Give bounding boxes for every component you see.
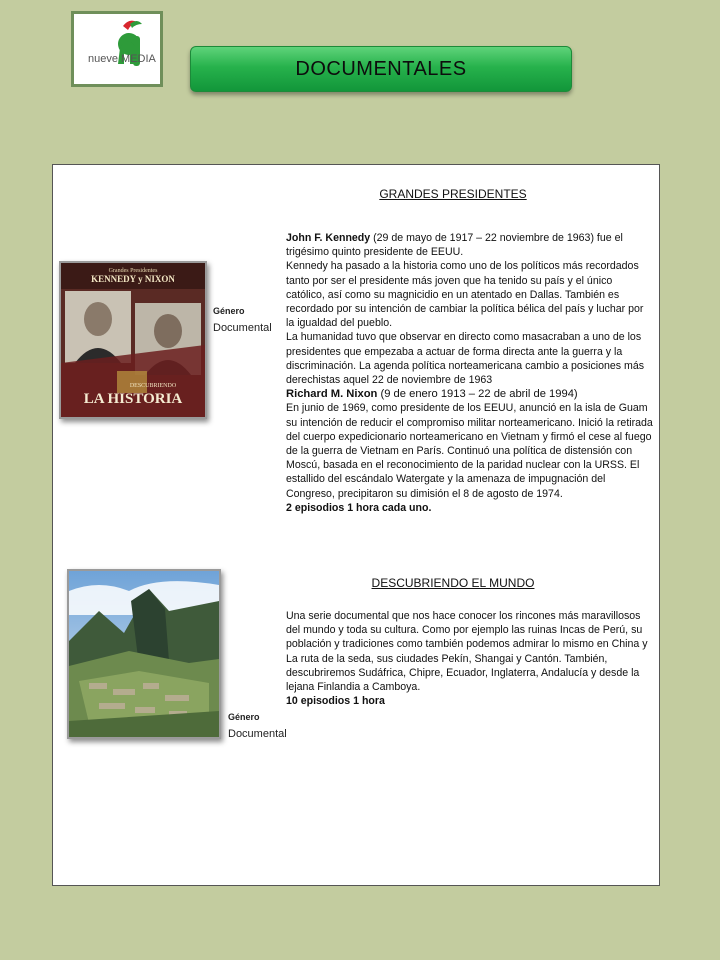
- section-body-descubriendo-el-mundo: [286, 609, 654, 708]
- genre-value: Documental: [228, 728, 287, 740]
- logo-graphic: [74, 14, 160, 84]
- nixon-paragraph: En junio de 1969, como presidente de los EEUU, anunció en la isla de Guam su intención de reducir el compromiso militar norteamericano. Inició la retirada del cuerpo expedicionario norteamericano en Vietnam y firmó el cese al fuego de la guerra de Vietnam en París. Continuó una política de distensión con Moscú, basada en el reconocimiento de la paridad nuclear con la URSS. El estallido del escándalo Watergate y la amenaza de impugnación del Congreso, precipitaron su dimisión el 8 de agosto de 1974.: [286, 402, 653, 500]
- content-panel: [52, 164, 660, 886]
- kennedy-paragraph-1: Kennedy ha pasado a la historia como uno de los políticos más recordados tanto por ser el presidente más joven que ha tenido su país y el único católico, así como su magnicidio en un atentado en Dallas. También es recordado por su intención de cambiar la política bélica del país y luchar por la igualdad del pueblo.: [286, 260, 644, 330]
- kennedy-name: John F. Kennedy: [286, 232, 371, 244]
- genre-label: Género: [213, 306, 245, 316]
- episodes-1: 2 episodios 1 hora cada uno.: [286, 501, 432, 514]
- section-banner: [190, 46, 572, 92]
- nueve-media-logo[interactable]: [71, 11, 163, 87]
- banner-title: DOCUMENTALES: [295, 57, 467, 80]
- genre-block-1: [213, 303, 272, 337]
- genre-label: Género: [228, 712, 260, 722]
- kennedy-dates: (29 de mayo de 1917 – 22 noviembre de 1963) fue el trigésimo quinto presidente de EEUU.: [286, 232, 623, 259]
- poster-names: KENNEDY y NIXON: [91, 274, 175, 284]
- machu-picchu-photo: [69, 571, 219, 737]
- section-title-grandes-presidentes: GRANDES PRESIDENTES: [379, 187, 527, 201]
- kennedy-paragraph-2: La humanidad tuvo que observar en directo como masacraban a uno de los presidentes que empezaba a actuar de forma directa ante la guerra y la discriminación. La agenda política norteamericana cambio a posiciones más derechistas aquel 22 de noviembre de 1963: [286, 331, 645, 387]
- poster-image: [61, 263, 205, 417]
- episodes-2: 10 episodios 1 hora: [286, 695, 385, 708]
- poster-brand-top: DESCUBRIENDO: [129, 383, 177, 389]
- logo-text: nueve MEDIA: [88, 53, 156, 65]
- poster-series: Grandes Presidentes: [108, 268, 158, 274]
- section-title-descubriendo-el-mundo: DESCUBRIENDO EL MUNDO: [371, 576, 535, 590]
- nixon-name: Richard M. Nixon: [286, 388, 378, 401]
- section-body-grandes-presidentes: [286, 231, 654, 515]
- genre-value: Documental: [213, 322, 272, 334]
- nixon-dates: (9 de enero 1913 – 22 de abril de 1994): [377, 388, 578, 401]
- genre-block-2: [228, 709, 287, 743]
- mundo-paragraph: Una serie documental que nos hace conocer los rincones más maravillosos del mundo y toda su cultura. Como por ejemplo las ruinas Incas de Perú, su población y tradiciones como también podemos admirar lo mismo en China y La ruta de la seda, sus ciudades Pekín, Shangai y Cantón. También, descubriremos Sudáfrica, Chipre, Ecuador, Inglaterra, Andalucía y desde la lejana Finlandia a Camboya.: [286, 610, 648, 694]
- kennedy-nixon-poster[interactable]: [59, 261, 207, 419]
- machu-picchu-image[interactable]: [67, 569, 221, 739]
- poster-brand-main: LA HISTORIA: [83, 391, 183, 407]
